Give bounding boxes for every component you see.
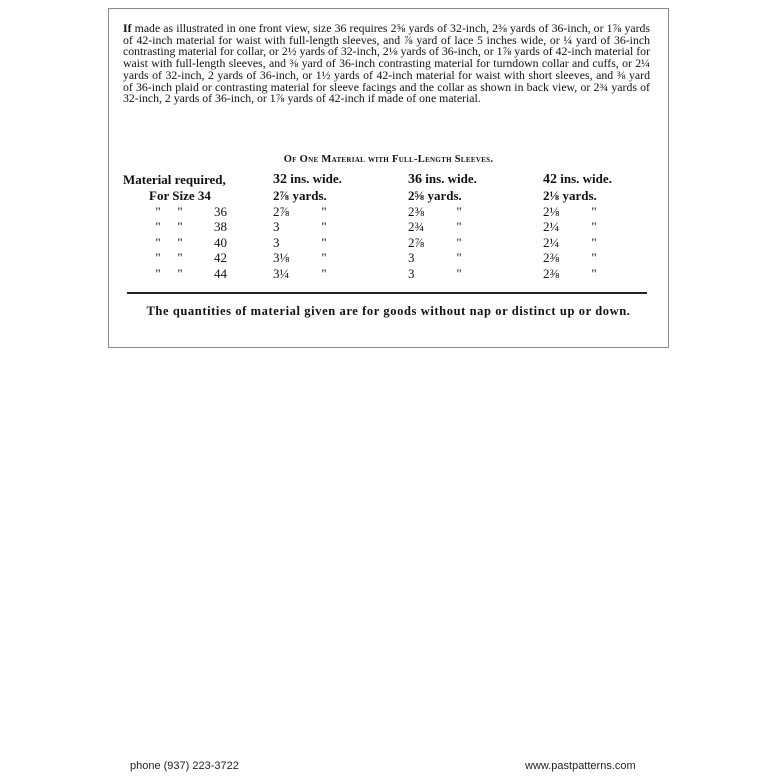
value: 2⅞: [408, 234, 425, 250]
table-row: [123, 250, 658, 266]
ditto-mark: ": [456, 265, 462, 281]
paragraph-text: made as illustrated in one front view, size 36 requires 2⅝ yards of 32-inch, 2⅜ yards of 36-inch, or 1⅞ yards of 42-inch material for waist with full-length sleeves, and ⅞ yard of lace 5 inches wide, or ¼ yard of 36-inch contrasting material for collar, or 2½ yards of 32-inch, 2⅛ yards of 36-inch, or 1⅞ yards of 42-inch material for waist with full-length sleeves, and ⅜ yard of 36-inch contrasting material for turndown collar and cuffs, or 2¼ yards of 32-inch, 2 yards of 36-inch, or 1½ yards of 42-inch material for waist with short sleeves, and ⅜ yard of 36-inch plaid or contrasting material for sleeve facings and the collar as shown in back view, or 2¾ yards of 32-inch, 2 yards of 36-inch, or 1⅞ yards of 42-inch if made of one material.: [123, 21, 651, 106]
cell-36: [408, 204, 543, 220]
cell-36: [408, 219, 543, 235]
header-32-text: ins. wide.: [287, 171, 342, 186]
table-row: [123, 235, 658, 251]
ditto-mark: ": [456, 219, 462, 234]
pattern-instructions-card: [108, 8, 669, 348]
value: 2¼: [543, 234, 560, 250]
value: 3: [408, 250, 415, 265]
cell-36: [408, 266, 543, 282]
cell-42: [543, 219, 658, 235]
value: 3¼: [273, 265, 290, 281]
header-42-inch: [543, 167, 658, 188]
header-36-num: 36: [408, 172, 422, 187]
ditto-mark: ": [321, 219, 327, 234]
value: 2⅛: [543, 203, 560, 219]
divider-rule: [127, 292, 647, 294]
row-size: [123, 250, 273, 266]
value: 2¼: [543, 219, 560, 234]
value: 2¾: [408, 219, 425, 234]
size-value: 36: [214, 203, 227, 219]
table-title: Of One Material with Full-Length Sleeves.: [283, 154, 494, 165]
ditto-mark: ": [321, 203, 327, 219]
ditto-mark: ": [591, 250, 597, 265]
cell-32: 2⅞ yards.: [273, 188, 327, 203]
cell-36: 2⅝ yards.: [408, 188, 462, 203]
row-size: [123, 204, 273, 220]
header-42-num: 42: [543, 172, 557, 187]
ditto-mark: ": [321, 265, 327, 281]
material-quantity-table: [123, 167, 658, 281]
ditto-mark: ": [177, 219, 183, 234]
cell-42: [543, 204, 658, 220]
ditto-mark: ": [456, 203, 462, 219]
table-header-row: [123, 167, 658, 188]
value: 2⅜: [543, 250, 560, 265]
value: 3: [273, 234, 280, 250]
yardage-paragraph: [123, 23, 650, 105]
paragraph-lead-word: If: [123, 21, 132, 35]
header-32-num: 32: [273, 172, 287, 187]
row-size: [123, 235, 273, 251]
nap-footnote: The quantities of material given are for goods without nap or distinct up or down.: [146, 304, 631, 318]
size-value: 38: [214, 219, 227, 234]
ditto-mark: ": [591, 219, 597, 234]
ditto-mark: ": [177, 250, 183, 265]
ditto-mark: ": [155, 203, 161, 219]
table-row: [123, 204, 658, 220]
cell-42: [543, 235, 658, 251]
ditto-mark: ": [321, 250, 327, 265]
value: 3: [273, 219, 280, 234]
footer-phone: phone (937) 223-3722: [130, 760, 239, 772]
header-32-inch: [273, 167, 408, 188]
size-value: 40: [214, 234, 227, 250]
cell-32: [273, 219, 408, 235]
header-42-text: ins. wide.: [557, 171, 612, 186]
ditto-mark: ": [321, 234, 327, 250]
value: 2⅞: [273, 203, 290, 219]
ditto-mark: ": [591, 203, 597, 219]
ditto-mark: ": [155, 265, 161, 281]
ditto-mark: ": [591, 265, 597, 281]
cell-32: [273, 204, 408, 220]
row-size: [123, 266, 273, 282]
cell-36: [408, 235, 543, 251]
size-value: 44: [214, 265, 227, 281]
footer-website-link[interactable]: www.pastpatterns.com: [525, 760, 636, 772]
ditto-mark: ": [177, 265, 183, 281]
ditto-mark: ": [177, 234, 183, 250]
ditto-mark: ": [591, 234, 597, 250]
ditto-mark: ": [456, 250, 462, 265]
row-size: [123, 219, 273, 235]
value: 3⅛: [273, 250, 290, 265]
ditto-mark: ": [155, 250, 161, 265]
cell-32: [273, 235, 408, 251]
table-row: [123, 266, 658, 282]
table-row: [123, 219, 658, 235]
cell-36: [408, 250, 543, 266]
ditto-mark: ": [177, 203, 183, 219]
value: 2⅜: [543, 265, 560, 281]
value: 3: [408, 265, 415, 281]
header-36-inch: [408, 167, 543, 188]
cell-32: [273, 266, 408, 282]
ditto-mark: ": [155, 234, 161, 250]
ditto-mark: ": [155, 219, 161, 234]
ditto-mark: ": [456, 234, 462, 250]
size-value: 42: [214, 250, 227, 265]
header-36-text: ins. wide.: [422, 171, 477, 186]
cell-42: [543, 266, 658, 282]
cell-42: 2⅛ yards.: [543, 188, 597, 203]
row-size-label: For Size 34: [149, 188, 211, 203]
header-material-required: Material required,: [123, 171, 226, 187]
table-row: [123, 188, 658, 204]
cell-42: [543, 250, 658, 266]
cell-32: [273, 250, 408, 266]
value: 2⅜: [408, 203, 425, 219]
